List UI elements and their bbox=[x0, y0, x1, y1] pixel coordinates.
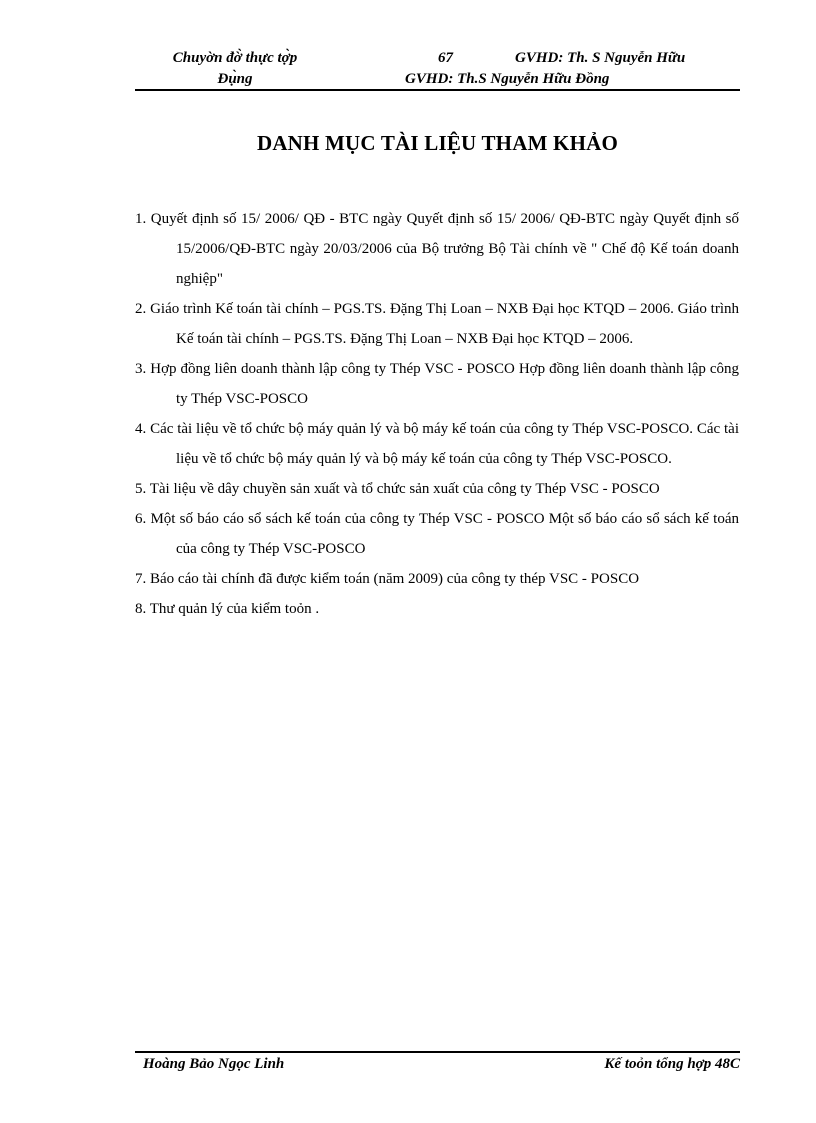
reference-item: 5. Tài liệu về dây chuyền sản xuất và tổ chức sản xuất của công ty Thép VSC - POSCO bbox=[135, 481, 660, 497]
header-supervisor-line1: GVHD: Th. S Nguyễn Hữu bbox=[515, 50, 686, 66]
footer-class: Kế toỏn tổng hợp 48C bbox=[604, 1056, 740, 1072]
footer-divider bbox=[135, 1051, 740, 1053]
header-supervisor-line2: GVHD: Th.S Nguyễn Hữu Đồng bbox=[405, 71, 610, 87]
reference-list bbox=[135, 204, 739, 624]
reference-item: 7. Báo cáo tài chính đã được kiểm toán (năm 2009) của công ty thép VSC - POSCO bbox=[135, 571, 640, 587]
page-number: 67 bbox=[438, 50, 453, 66]
reference-item: 2. Giáo trình Kế toán tài chính – PGS.TS. Đặng Thị Loan – NXB Đại học KTQD – 2006. Giáo trình Kế toán tài chính – PGS.TS. Đặng Thị Loan – NXB Đại học KTQD – 2006. bbox=[135, 301, 739, 347]
header-left bbox=[135, 48, 335, 90]
reference-item: 1. Quyết định số 15/ 2006/ QĐ - BTC ngày Quyết định số 15/ 2006/ QĐ-BTC ngày Quyết định số 15/2006/QĐ-BTC ngày 20/03/2006 của Bộ trưởng Bộ Tài chính về " Chế độ Kế toán doanh nghiệp" bbox=[135, 211, 739, 287]
page-header bbox=[135, 48, 740, 90]
header-left-line1: Chuyờn đờ̀ thực tợ̀p bbox=[172, 50, 298, 66]
reference-item: 3. Hợp đồng liên doanh thành lập công ty Thép VSC - POSCO Hợp đồng liên doanh thành lập công ty Thép VSC-POSCO bbox=[135, 361, 739, 407]
footer-author: Hoàng Bảo Ngọc Linh bbox=[143, 1056, 285, 1072]
header-divider bbox=[135, 89, 740, 91]
reference-item: 8. Thư quản lý của kiểm toỏn . bbox=[135, 601, 320, 617]
header-left-line2: Đụ̀ng bbox=[217, 71, 253, 87]
page-footer bbox=[135, 1056, 740, 1078]
page-title: DANH MỤC TÀI LIỆU THAM KHẢO bbox=[256, 131, 619, 155]
reference-item: 6. Một số báo cáo sổ sách kế toán của công ty Thép VSC - POSCO Một số báo cáo sổ sách kế toán của công ty Thép VSC-POSCO bbox=[135, 511, 739, 557]
reference-item: 4. Các tài liệu về tổ chức bộ máy quản lý và bộ máy kế toán của công ty Thép VSC-POSCO. Các tài liệu về tổ chức bộ máy quản lý và bộ máy kế toán của công ty Thép VSC-POSCO. bbox=[135, 421, 739, 467]
